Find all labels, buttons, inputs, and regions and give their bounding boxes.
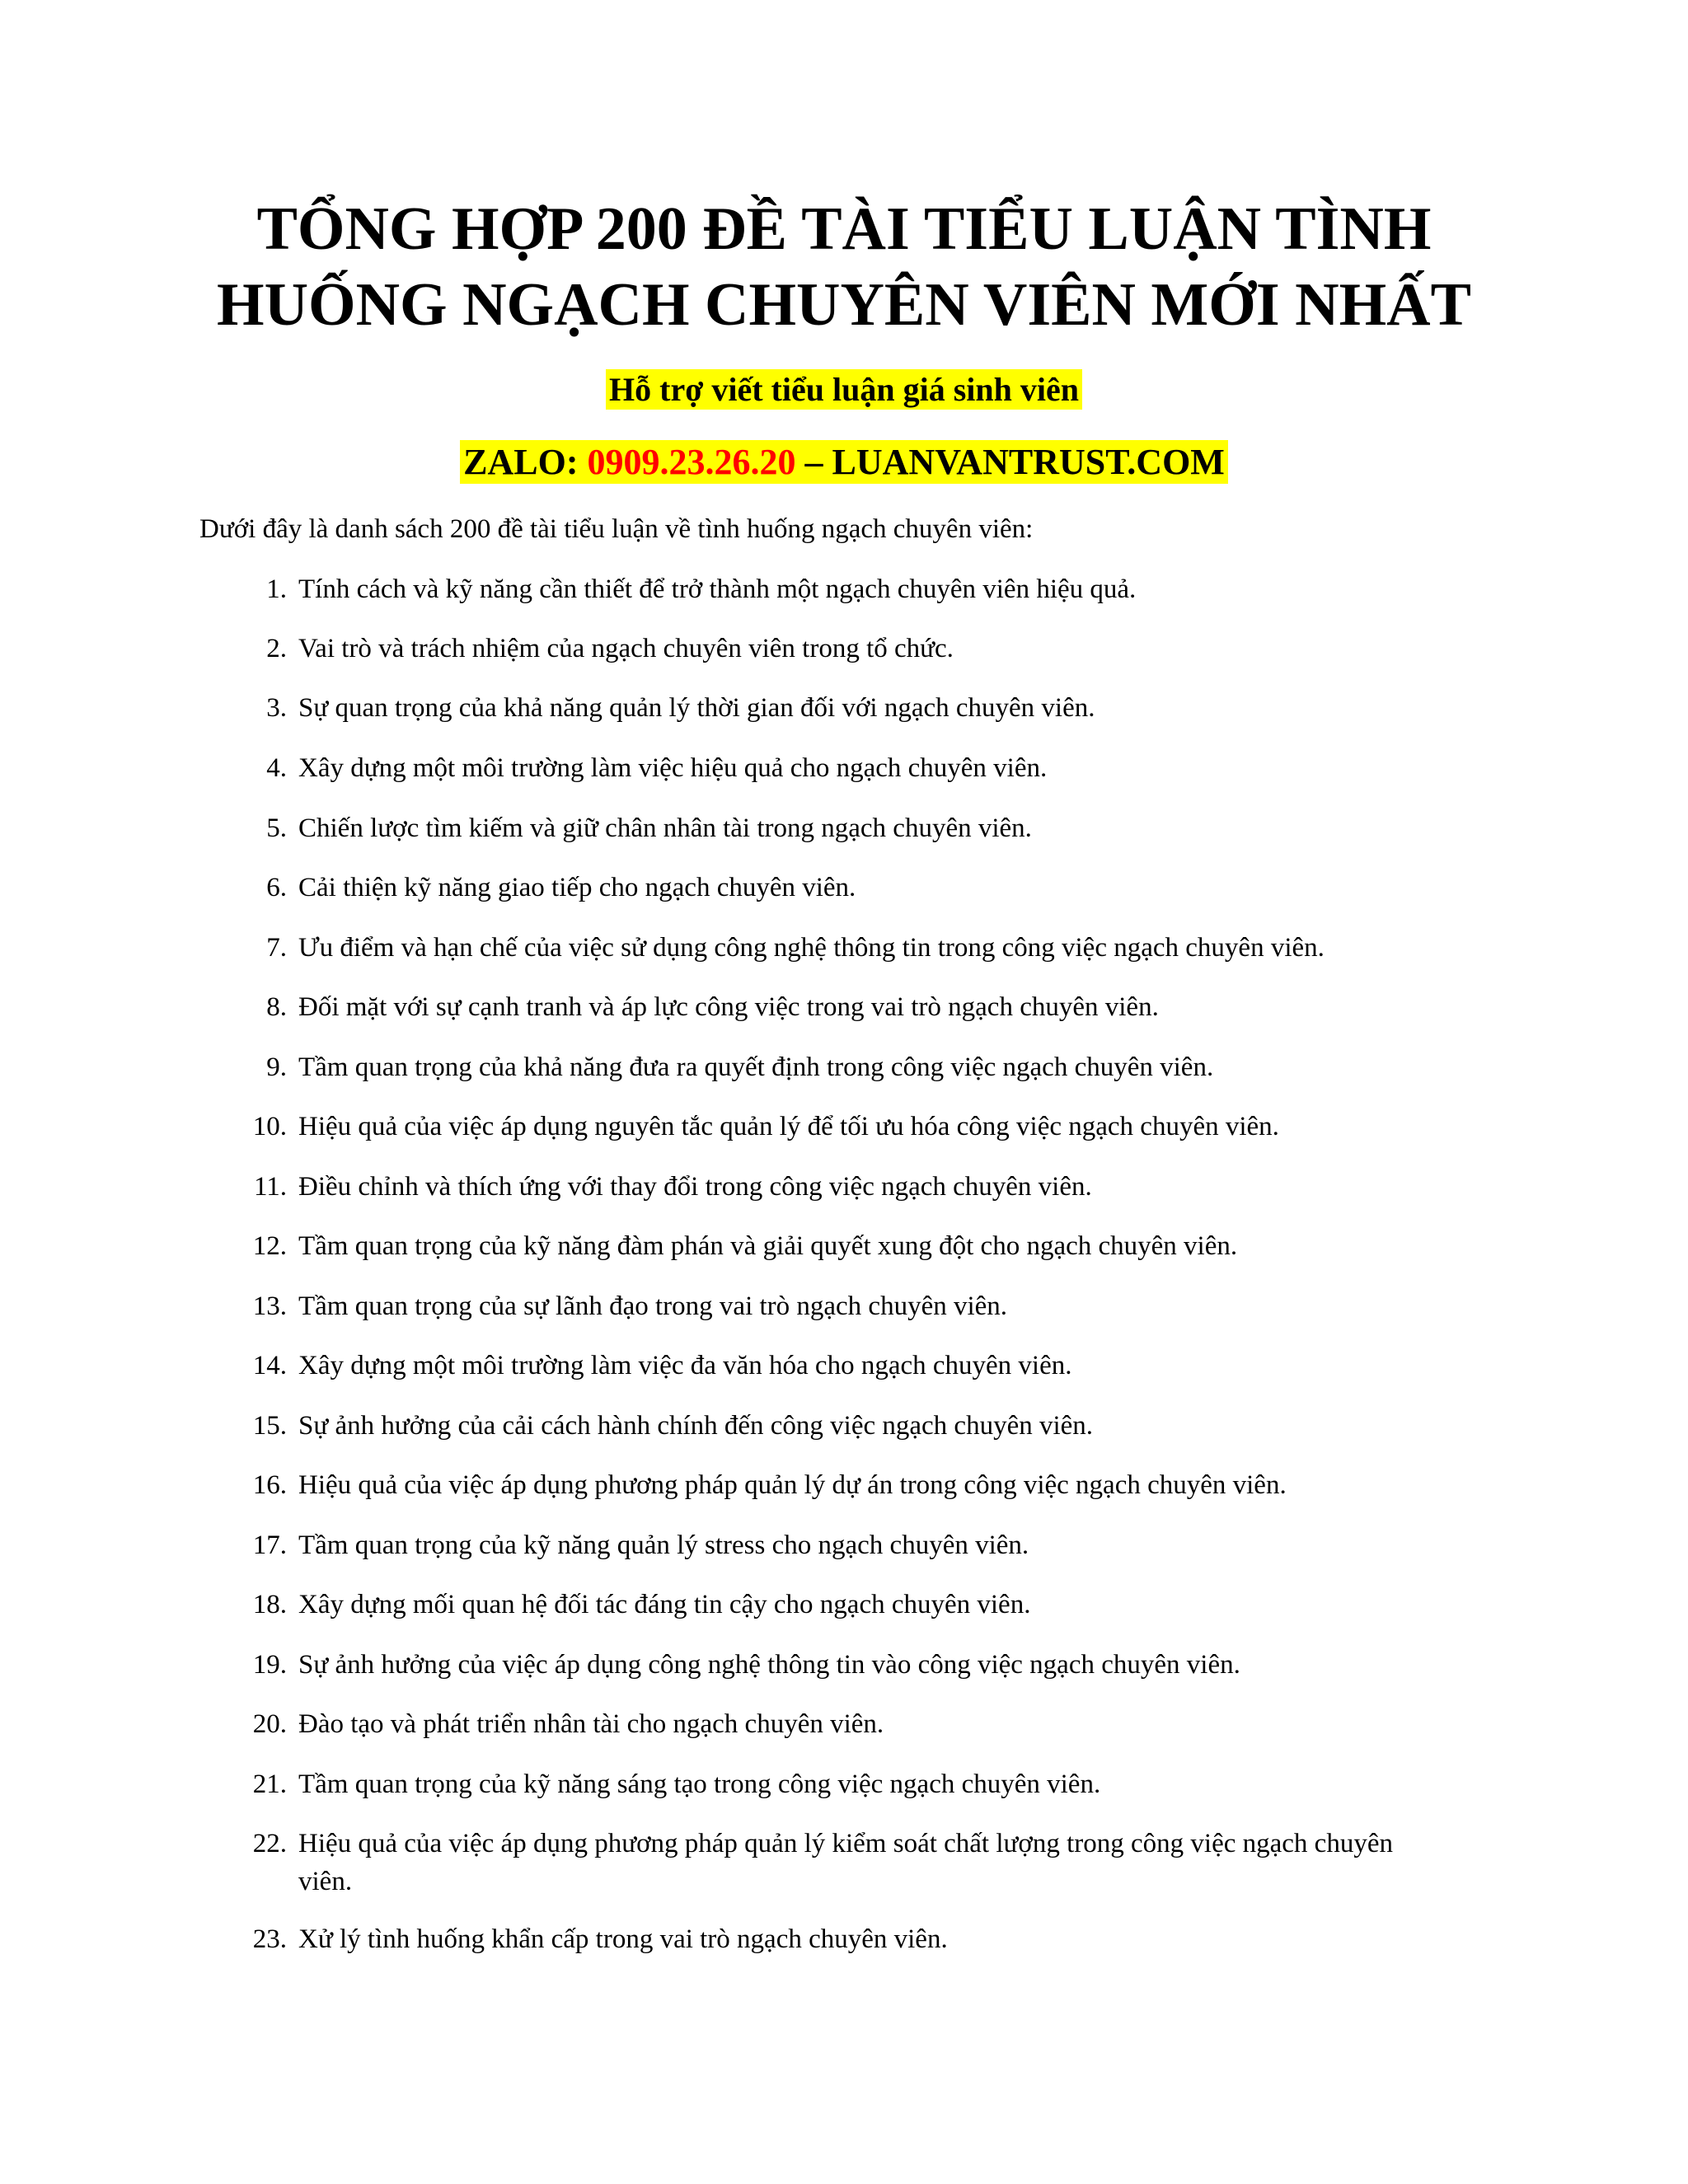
subtitle-block bbox=[0, 369, 1688, 410]
list-item-text: Xây dựng mối quan hệ đối tác đáng tin cậy cho ngạch chuyên viên. bbox=[298, 1590, 1031, 1619]
subtitle: Hỗ trợ viết tiểu luận giá sinh viên bbox=[606, 369, 1082, 410]
list-item-text: Điều chỉnh và thích ứng với thay đổi trong công việc ngạch chuyên viên. bbox=[298, 1172, 1092, 1202]
page-title bbox=[0, 191, 1688, 343]
contact-suffix: – LUANVANTRUST.COM bbox=[795, 442, 1225, 482]
list-item-number: 5. bbox=[266, 813, 287, 843]
list-item-number: 12. bbox=[252, 1231, 287, 1261]
list-item-text: Xây dựng một môi trường làm việc hiệu quả cho ngạch chuyên viên. bbox=[298, 753, 1048, 783]
list-item-number: 4. bbox=[266, 753, 287, 783]
list-item-text: Tầm quan trọng của kỹ năng đàm phán và giải quyết xung đột cho ngạch chuyên viên. bbox=[298, 1231, 1238, 1261]
title-line-2: HUỐNG NGẠCH CHUYÊN VIÊN MỚI NHẤT bbox=[217, 271, 1471, 339]
list-item-number: 1. bbox=[266, 574, 287, 604]
list-item-number: 8. bbox=[266, 992, 287, 1022]
list-item-text: Tầm quan trọng của khả năng đưa ra quyết định trong công việc ngạch chuyên viên. bbox=[298, 1052, 1214, 1082]
list-item-number: 2. bbox=[266, 634, 287, 663]
list-item-text: Đào tạo và phát triển nhân tài cho ngạch chuyên viên. bbox=[298, 1709, 884, 1739]
list-item-text: Sự ảnh hưởng của cải cách hành chính đến công việc ngạch chuyên viên. bbox=[298, 1411, 1094, 1441]
contact-line bbox=[460, 440, 1228, 484]
list-item-text: Tầm quan trọng của kỹ năng sáng tạo trong công việc ngạch chuyên viên. bbox=[298, 1769, 1101, 1799]
list-item-number: 19. bbox=[252, 1650, 287, 1680]
list-item-number: 13. bbox=[252, 1291, 287, 1321]
list-item-text: Ưu điểm và hạn chế của việc sử dụng công nghệ thông tin trong công việc ngạch chuyên viên. bbox=[298, 933, 1325, 963]
list-item-text: Tính cách và kỹ năng cần thiết để trở thành một ngạch chuyên viên hiệu quả. bbox=[298, 574, 1137, 604]
list-item-text: Tầm quan trọng của sự lãnh đạo trong vai trò ngạch chuyên viên. bbox=[298, 1291, 1008, 1321]
list-item-number: 6. bbox=[266, 873, 287, 902]
list-item-number: 21. bbox=[252, 1769, 287, 1799]
list-item-number: 10. bbox=[252, 1112, 287, 1141]
list-item-number: 16. bbox=[252, 1470, 287, 1500]
list-item-text: Sự ảnh hưởng của việc áp dụng công nghệ thông tin vào công việc ngạch chuyên viên. bbox=[298, 1650, 1240, 1680]
list-item-number: 7. bbox=[266, 933, 287, 963]
list-item-text: Cải thiện kỹ năng giao tiếp cho ngạch chuyên viên. bbox=[298, 873, 856, 902]
list-item-number: 18. bbox=[252, 1590, 287, 1619]
list-item-number: 20. bbox=[252, 1709, 287, 1739]
list-item-text: Hiệu quả của việc áp dụng phương pháp quản lý dự án trong công việc ngạch chuyên viên. bbox=[298, 1470, 1287, 1500]
contact-phone: 0909.23.26.20 bbox=[587, 442, 796, 482]
list-item-text: Chiến lược tìm kiếm và giữ chân nhân tài trong ngạch chuyên viên. bbox=[298, 813, 1032, 843]
list-item-text: Sự quan trọng của khả năng quản lý thời gian đối với ngạch chuyên viên. bbox=[298, 693, 1095, 723]
list-item-text: Vai trò và trách nhiệm của ngạch chuyên viên trong tổ chức. bbox=[298, 634, 954, 663]
list-item-text: Xử lý tình huống khẩn cấp trong vai trò ngạch chuyên viên. bbox=[298, 1924, 948, 1954]
list-item-number: 14. bbox=[252, 1351, 287, 1380]
contact-block bbox=[0, 440, 1688, 485]
list-item-text: Xây dựng một môi trường làm việc đa văn hóa cho ngạch chuyên viên. bbox=[298, 1351, 1072, 1380]
list-item-number: 9. bbox=[266, 1052, 287, 1082]
title-line-1: TỔNG HỢP 200 ĐỀ TÀI TIỂU LUẬN TÌNH bbox=[256, 195, 1432, 263]
list-item-number: 23. bbox=[252, 1924, 287, 1954]
list-item-number: 3. bbox=[266, 693, 287, 723]
list-item-text: Đối mặt với sự cạnh tranh và áp lực công việc trong vai trò ngạch chuyên viên. bbox=[298, 992, 1159, 1022]
intro-paragraph: Dưới đây là danh sách 200 đề tài tiểu luận về tình huống ngạch chuyên viên: bbox=[199, 514, 1034, 544]
list-item-text: Hiệu quả của việc áp dụng nguyên tắc quản lý để tối ưu hóa công việc ngạch chuyên viên. bbox=[298, 1112, 1279, 1141]
list-item-number: 22. bbox=[252, 1829, 287, 1858]
list-item-text: Hiệu quả của việc áp dụng phương pháp quản lý kiểm soát chất lượng trong công việc ngạch chuyên viên. bbox=[298, 1829, 1393, 1896]
list-item-number: 15. bbox=[252, 1411, 287, 1441]
contact-prefix: ZALO: bbox=[463, 442, 588, 482]
list-item-number: 17. bbox=[252, 1530, 287, 1560]
list-item-number: 11. bbox=[253, 1172, 287, 1202]
list-item-text: Tầm quan trọng của kỹ năng quản lý stress cho ngạch chuyên viên. bbox=[298, 1530, 1029, 1560]
